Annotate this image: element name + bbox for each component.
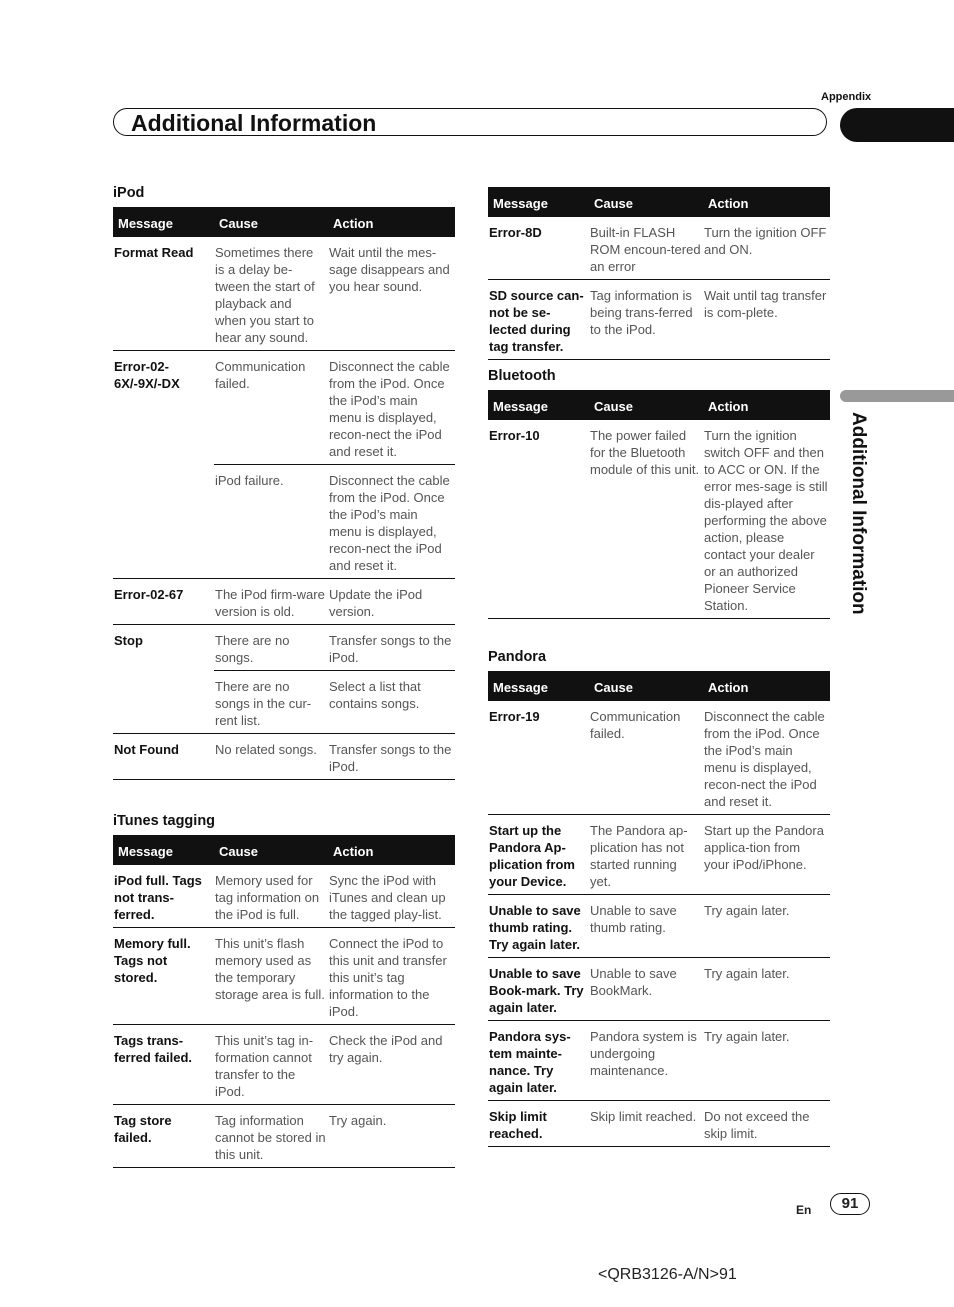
message-cell: Stop	[114, 633, 143, 648]
action-cell: Wait until tag transfer is com-plete.	[703, 280, 830, 360]
col-message: Message	[488, 390, 589, 420]
message-cell: Start up the Pandora Ap-plication from your Device.	[488, 815, 589, 895]
col-action: Action	[328, 207, 455, 237]
message-cell: Unable to save thumb rating. Try again later.	[488, 895, 589, 958]
action-cell: Turn the ignition switch OFF and then to ACC or ON. If the error mes-sage is still dis-played after performing the above action, please contact your dealer or an authorized Pioneer Service Station.	[703, 420, 830, 619]
action-cell: Check the iPod and try again.	[328, 1025, 455, 1105]
table-row	[488, 815, 830, 895]
cause-cell: Built-in FLASH ROM encoun-tered an error	[589, 217, 703, 280]
page-title: Additional Information	[131, 110, 377, 136]
table-row	[488, 895, 830, 958]
action-cell: Disconnect the cable from the iPod. Once the iPod’s main menu is displayed, recon-nect the iPod and reset it.	[703, 701, 830, 815]
table-row	[113, 1025, 455, 1105]
col-cause: Cause	[589, 671, 703, 701]
action-cell: Try again later.	[703, 958, 830, 1021]
col-message: Message	[113, 207, 214, 237]
cause-cell: This unit’s flash memory used as the temporary storage area is full.	[214, 928, 328, 1025]
action-cell: Update the iPod version.	[328, 579, 455, 625]
cause-cell: This unit’s tag in-formation cannot transfer to the iPod.	[214, 1025, 328, 1105]
message-cell: SD source can-not be se-lected during tag transfer.	[488, 280, 589, 360]
action-cell: Connect the iPod to this unit and transfer this unit’s tag information to the iPod.	[328, 928, 455, 1025]
ipod-table	[113, 207, 455, 780]
action-cell: Try again later.	[703, 1021, 830, 1101]
col-action: Action	[328, 835, 455, 865]
cause-cell: The Pandora ap-plication has not started running yet.	[589, 815, 703, 895]
col-action: Action	[703, 187, 830, 217]
action-cell: Start up the Pandora applica-tion from your iPod/iPhone.	[703, 815, 830, 895]
table-row	[113, 465, 455, 579]
appendix-label: Appendix	[821, 91, 872, 103]
section-tab-black	[840, 108, 954, 142]
action-cell: Wait until the mes-sage disappears and you hear sound.	[328, 237, 455, 351]
cause-cell: No related songs.	[214, 734, 328, 780]
cause-cell: Pandora system is undergoing maintenance.	[589, 1021, 703, 1101]
table-row	[488, 1101, 830, 1147]
pandora-section-title: Pandora	[488, 649, 547, 665]
cause-cell: Unable to save thumb rating.	[589, 895, 703, 958]
table-row	[113, 237, 455, 351]
cause-cell: Unable to save BookMark.	[589, 958, 703, 1021]
col-message: Message	[488, 187, 589, 217]
col-action: Action	[703, 671, 830, 701]
col-cause: Cause	[214, 207, 328, 237]
cause-cell: There are no songs in the cur-rent list.	[214, 671, 328, 734]
action-cell: Turn the ignition OFF and ON.	[703, 217, 830, 280]
cause-cell: Tag information cannot be stored in this unit.	[214, 1105, 328, 1168]
table-row	[113, 579, 455, 625]
message-cell: Unable to save Book-mark. Try again later.	[488, 958, 589, 1021]
table-row	[488, 217, 830, 280]
message-cell: Error-19	[488, 701, 589, 815]
side-section-label: Additional Information	[848, 412, 869, 615]
col-message: Message	[488, 671, 589, 701]
col-cause: Cause	[589, 187, 703, 217]
action-cell: Do not exceed the skip limit.	[703, 1101, 830, 1147]
col-message: Message	[113, 835, 214, 865]
cause-cell: The iPod firm-ware version is old.	[214, 579, 328, 625]
language-label: En	[796, 1203, 812, 1217]
message-cell: Not Found	[113, 734, 214, 780]
pandora-table	[488, 671, 830, 1147]
cause-cell: Memory used for tag information on the iPod is full.	[214, 865, 328, 928]
cause-cell: There are no songs.	[214, 625, 328, 671]
cause-cell: Tag information is being trans-ferred to the iPod.	[589, 280, 703, 360]
message-cell: Format Read	[113, 237, 214, 351]
table-row	[113, 625, 455, 671]
cause-cell: Skip limit reached.	[589, 1101, 703, 1147]
col-cause: Cause	[589, 390, 703, 420]
action-cell: Try again later.	[703, 895, 830, 958]
message-cell: Tag store failed.	[113, 1105, 214, 1168]
table-row	[113, 734, 455, 780]
ipod-section-title: iPod	[113, 185, 145, 201]
table-row	[113, 1105, 455, 1168]
message-cell: iPod full. Tags not trans-ferred.	[113, 865, 214, 928]
table-row	[488, 420, 830, 619]
message-cell: Tags trans-ferred failed.	[113, 1025, 214, 1105]
table-row	[488, 701, 830, 815]
table-row	[488, 280, 830, 360]
message-cell: Memory full. Tags not stored.	[113, 928, 214, 1025]
col-cause: Cause	[214, 835, 328, 865]
message-cell: Error-10	[488, 420, 589, 619]
action-cell: Disconnect the cable from the iPod. Once the iPod’s main menu is displayed, recon-nect the iPod and reset it.	[328, 351, 455, 465]
action-cell: Transfer songs to the iPod.	[328, 625, 455, 671]
message-cell: Error-02-67	[113, 579, 214, 625]
col-action: Action	[703, 390, 830, 420]
table-row	[113, 671, 455, 734]
cause-cell: Sometimes there is a delay be-tween the start of playback and when you start to hear any sound.	[214, 237, 328, 351]
bluetooth-table	[488, 390, 830, 619]
cause-cell: iPod failure.	[214, 465, 328, 579]
action-cell: Sync the iPod with iTunes and clean up the tagged play-list.	[328, 865, 455, 928]
action-cell: Disconnect the cable from the iPod. Once the iPod’s main menu is displayed, recon-nect the iPod and reset it.	[328, 465, 455, 579]
table-row	[488, 958, 830, 1021]
cause-cell: Communication failed.	[214, 351, 328, 465]
cause-cell: The power failed for the Bluetooth module of this unit.	[589, 420, 703, 619]
bluetooth-section-title: Bluetooth	[488, 368, 556, 384]
message-cell	[113, 465, 214, 579]
message-cell: Error-8D	[488, 217, 589, 280]
table-row	[113, 351, 455, 465]
title-bar	[113, 108, 827, 136]
itunes-table	[113, 835, 455, 1168]
section-tab-gray	[840, 390, 954, 402]
table-row	[113, 865, 455, 928]
action-cell: Transfer songs to the iPod.	[328, 734, 455, 780]
action-cell: Try again.	[328, 1105, 455, 1168]
message-cell: Skip limit reached.	[488, 1101, 589, 1147]
itunes-section-title: iTunes tagging	[113, 813, 216, 829]
table-row	[488, 1021, 830, 1101]
misc-table	[488, 187, 830, 360]
action-cell: Select a list that contains songs.	[328, 671, 455, 734]
message-cell	[113, 671, 214, 734]
table-row	[113, 928, 455, 1025]
message-cell: Error-02-6X/-9X/-DX	[114, 359, 180, 391]
message-cell: Pandora sys-tem mainte-nance. Try again later.	[488, 1021, 589, 1101]
cause-cell: Communication failed.	[589, 701, 703, 815]
page-number: 91	[830, 1193, 870, 1215]
document-code: <QRB3126-A/N>91	[598, 1266, 737, 1283]
